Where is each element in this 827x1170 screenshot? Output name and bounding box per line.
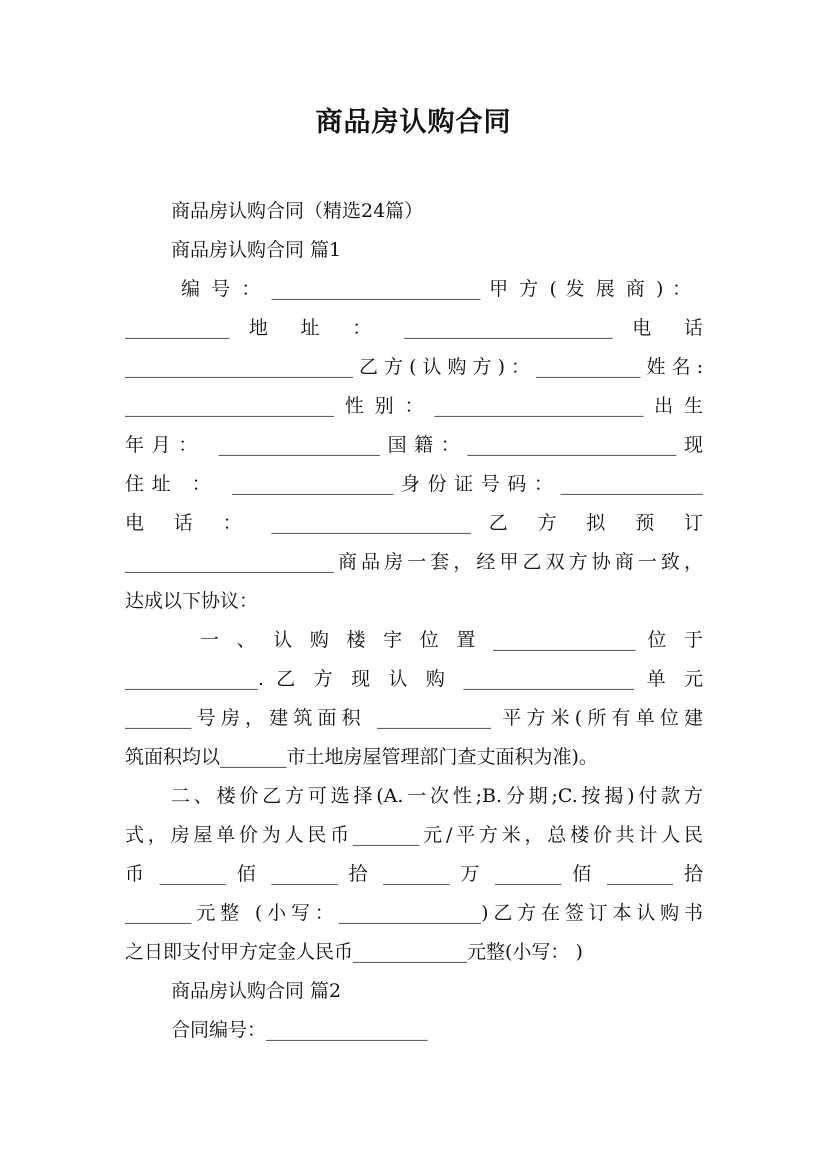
contract-line: ________________________乙方(认购方)：___________姓名: xyxy=(125,356,703,378)
contract-line: 式，房屋单价为人民币_______元/平方米，总楼价共计人民 xyxy=(125,824,703,846)
contract-line: ______________________性别：______________________出生 xyxy=(125,395,703,417)
contract-line: ______________________商品房一套，经甲乙双方协商一致， xyxy=(125,551,703,573)
contract-line: 住址 ： _________________身份证号码：_______________ xyxy=(125,473,703,495)
contract-line: ______________. 乙 方 现 认 购 __________________ 单 元 xyxy=(125,668,703,690)
contract-line: 电 话 ： _____________________ 乙 方 拟 预 订 xyxy=(125,512,703,534)
contract-number-line: 合同编号：_________________ xyxy=(171,1019,428,1041)
contract-line: 筑面积均以_______市土地房屋管理部门查丈面积为准)。 xyxy=(125,746,598,768)
contract-line: 之日即支付甲方定金人民币____________元整(小写： ) xyxy=(125,941,583,963)
contract-line: _______元整 (小写：_______________)乙方在签订本认购书 xyxy=(125,902,703,924)
contract-line: 一 、 认 购 楼 宇 位 置 _______________ 位 于 xyxy=(200,629,703,651)
contract-line: _______号房，建筑面积 ____________ 平方米(所有单位建 xyxy=(125,707,703,729)
document-title: 商品房认购合同 xyxy=(315,107,512,138)
contract-line: 币 _______ 佰 _______ 拾 _______ 万 _______ 佰 _______ 拾 xyxy=(125,863,703,885)
contract-line: 达成以下协议： xyxy=(125,590,259,612)
subtitle-line: 商品房认购合同（精选24篇） xyxy=(171,200,424,222)
contract-line: 编 号 ： ______________________ 甲 方 ( 发 展 商 ) ： xyxy=(181,278,691,300)
contract-line: 二、楼价乙方可选择(A.一次性;B.分期;C.按揭)付款方 xyxy=(171,785,703,807)
contract-line: ___________ 地 址 ： ______________________ 电 话 xyxy=(125,317,703,339)
section-heading-2: 商品房认购合同 篇2 xyxy=(171,980,342,1002)
section-heading-1: 商品房认购合同 篇1 xyxy=(171,239,342,261)
contract-line: 年月： _________________国籍：______________________现 xyxy=(125,434,703,456)
